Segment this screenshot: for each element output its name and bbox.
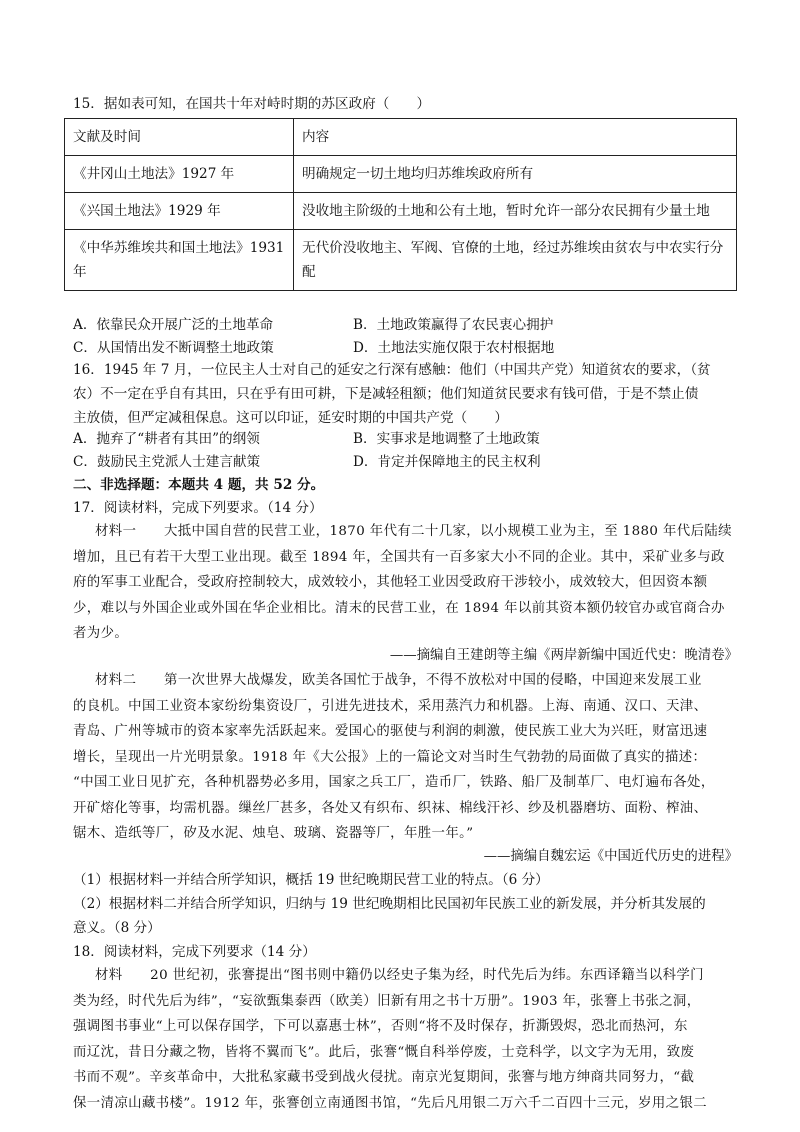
material-line: 材料一 大抵中国自营的民营工业，1870 年代有二十几家，以小规模工业为主，至 1880 年代后陆续 <box>95 524 732 539</box>
material-line: 而辽沈，昔日分藏之物，皆将不翼而飞”。此后，张謇“慨自科举停废，士竞科学，以文字为无用，致废 <box>73 1044 695 1060</box>
table-row <box>65 230 737 291</box>
material-line: 类为经，时代先后为纬”，“妄欲甄集泰西（欧美）旧新有用之书十万册”。1903 年，张謇上书张之洞， <box>73 993 701 1009</box>
q18-stem: 18．阅读材料，完成下列要求（14 分） <box>73 944 316 960</box>
table-header-row <box>65 119 737 156</box>
q17-material-2 <box>73 668 737 847</box>
option-b[interactable]: B．实事求是地调整了土地政策 <box>353 431 540 447</box>
sub2-line: （2）根据材料二并结合所学知识，归纳与 19 世纪晚期相比民国初年民族工业的新发展，并分析其发展的 <box>73 896 706 912</box>
material-line: 增长，呈现出一片光明景象。1918 年《大公报》上的一篇论文对当时生气勃勃的局面做了真实的描述： <box>73 749 707 765</box>
option-a[interactable]: A．抛弃了“耕者有其田”的纲领 <box>73 431 260 447</box>
option-c[interactable]: C．鼓励民主党派人士建言献策 <box>73 454 261 470</box>
material-line: 材料二 第一次世界大战爆发，欧美各国忙于战争，不得不放松对中国的侵略，中国迎来发展工业 <box>95 673 702 688</box>
material-line: “中国工业日见扩充，各种机器势必多用，国家之兵工厂，造币厂，铁路、船厂及制革厂、电灯遍布各处， <box>73 775 715 790</box>
q16-line: 16．1945 年 7 月，一位民主人士对自己的延安之行深有感触：他们（中国共产党）知道贫农的要求，（贫 <box>73 362 711 378</box>
q16-line: 主放债，但严定减租保息。这可以印证，延安时期的中国共产党（ ） <box>73 410 508 426</box>
q18-material <box>73 963 737 1116</box>
table-cell: 无代价没收地主、军阀、官僚的土地，经过苏维埃由贫农与中农实行分配 <box>294 230 737 291</box>
table-row <box>65 156 737 193</box>
sub2-line: 意义。（8 分） <box>73 920 161 936</box>
material-line: 强调图书事业“上可以保存国学，下可以嘉惠士林”，否则“将不及时保存，折澌毁烬，恐北而热河，东 <box>73 1019 688 1034</box>
material-line: 府的军事工业配合，受政府控制较大，成效较小，其他轻工业因受政府干涉较小，成效较大，但因资本额 <box>73 575 708 590</box>
table-cell: 明确规定一切土地均归苏维埃政府所有 <box>294 156 737 193</box>
material-line: 开矿熔化等事，均需机器。缫丝厂甚多，各处又有织布、织袜、棉线汗衫、纱及机器磨坊、面粉、榨油、 <box>73 800 708 816</box>
q17-sub1: （1）根据材料一并结合所学知识，概括 19 世纪晚期民营工业的特点。（6 分） <box>73 872 549 888</box>
material-line: 书而不观”。辛亥革命中，大批私家藏书受到战火侵扰。南京光复期间，张謇与地方绅商共同努力，“截 <box>73 1070 695 1085</box>
q15-stem: 15．据如表可知，在国共十年对峙时期的苏区政府（ ） <box>73 96 431 112</box>
material-line: 材料 20 世纪初，张謇提出“图书则中籍仍以经史子集为经，时代先后为纬。东西译籍当以科学门 <box>95 968 704 983</box>
q16-options-row1 <box>73 427 733 451</box>
table-cell: 《中华苏维埃共和国土地法》1931 年 <box>65 230 294 291</box>
section-heading: 二、非选择题：本题共 4 题，共 52 分。 <box>73 477 325 493</box>
table-cell: 《井冈山土地法》1927 年 <box>65 156 294 193</box>
q16-options-row2 <box>73 450 733 474</box>
option-c[interactable]: C．从国情出发不断调整土地政策 <box>73 340 274 356</box>
option-b[interactable]: B．土地政策赢得了农民衷心拥护 <box>353 317 554 333</box>
q16-line: 农）不一定在乎自有其田，只在乎有田可耕，下是减轻租额；他们知道贫民要求有钱可借，于是不禁止债 <box>73 386 699 402</box>
option-d[interactable]: D．肯定并保障地主的民主权利 <box>353 454 541 470</box>
option-d[interactable]: D．土地法实施仅限于农村根据地 <box>353 340 555 356</box>
q17-sub2 <box>73 892 733 940</box>
q17-stem: 17．阅读材料，完成下列要求。（14 分） <box>73 500 323 516</box>
q15-options-row1 <box>73 313 733 337</box>
q16-stem <box>73 358 733 430</box>
table-row <box>65 193 737 230</box>
material-line: 增加，且已有若干大型工业出现。截至 1894 年，全国共有一百多家大小不同的企业。其中，采矿业多与政 <box>73 549 725 565</box>
material-line: 者为少。 <box>73 626 129 641</box>
table-cell: 没收地主阶级的土地和公有土地，暂时允许一部分农民拥有少量土地 <box>294 193 737 230</box>
material-1-source: ——摘编自王建朗等主编《两岸新编中国近代史：晚清卷》 <box>389 648 738 663</box>
material-line: 青岛、广州等城市的资本家率先活跃起来。爱国心的驱使与利润的刺激，使民族工业大为兴旺，财富迅速 <box>73 724 708 739</box>
q15-options-row2 <box>73 336 733 360</box>
option-a[interactable]: A．依靠民众开展广泛的土地革命 <box>73 317 274 333</box>
table-header-cell: 文献及时间 <box>65 119 294 156</box>
material-line: 保一清凉山藏书楼”。1912 年，张謇创立南通图书馆，“先后凡用银二万六千二百四十三元，岁用之银二 <box>73 1095 708 1111</box>
material-line: 锯木、造纸等厂，矽及水泥、烛皂、玻璃、瓷器等厂，年胜一年。” <box>73 826 474 841</box>
material-line: 的良机。中国工业资本家纷纷集资设厂，引进先进技术，采用蒸汽力和机器。上海、南通、汉口、天津、 <box>73 698 708 714</box>
table-header-cell: 内容 <box>294 119 737 156</box>
table-cell: 《兴国土地法》1929 年 <box>65 193 294 230</box>
q15-table <box>64 118 737 291</box>
material-line: 少，难以与外国企业或外国在华企业相比。清末的民营工业，在 1894 年以前其资本额仍较官办或官商合办 <box>73 600 725 616</box>
material-2-source: ——摘编自魏宏运《中国近代历史的进程》 <box>483 849 738 864</box>
q17-material-1 <box>73 519 737 647</box>
